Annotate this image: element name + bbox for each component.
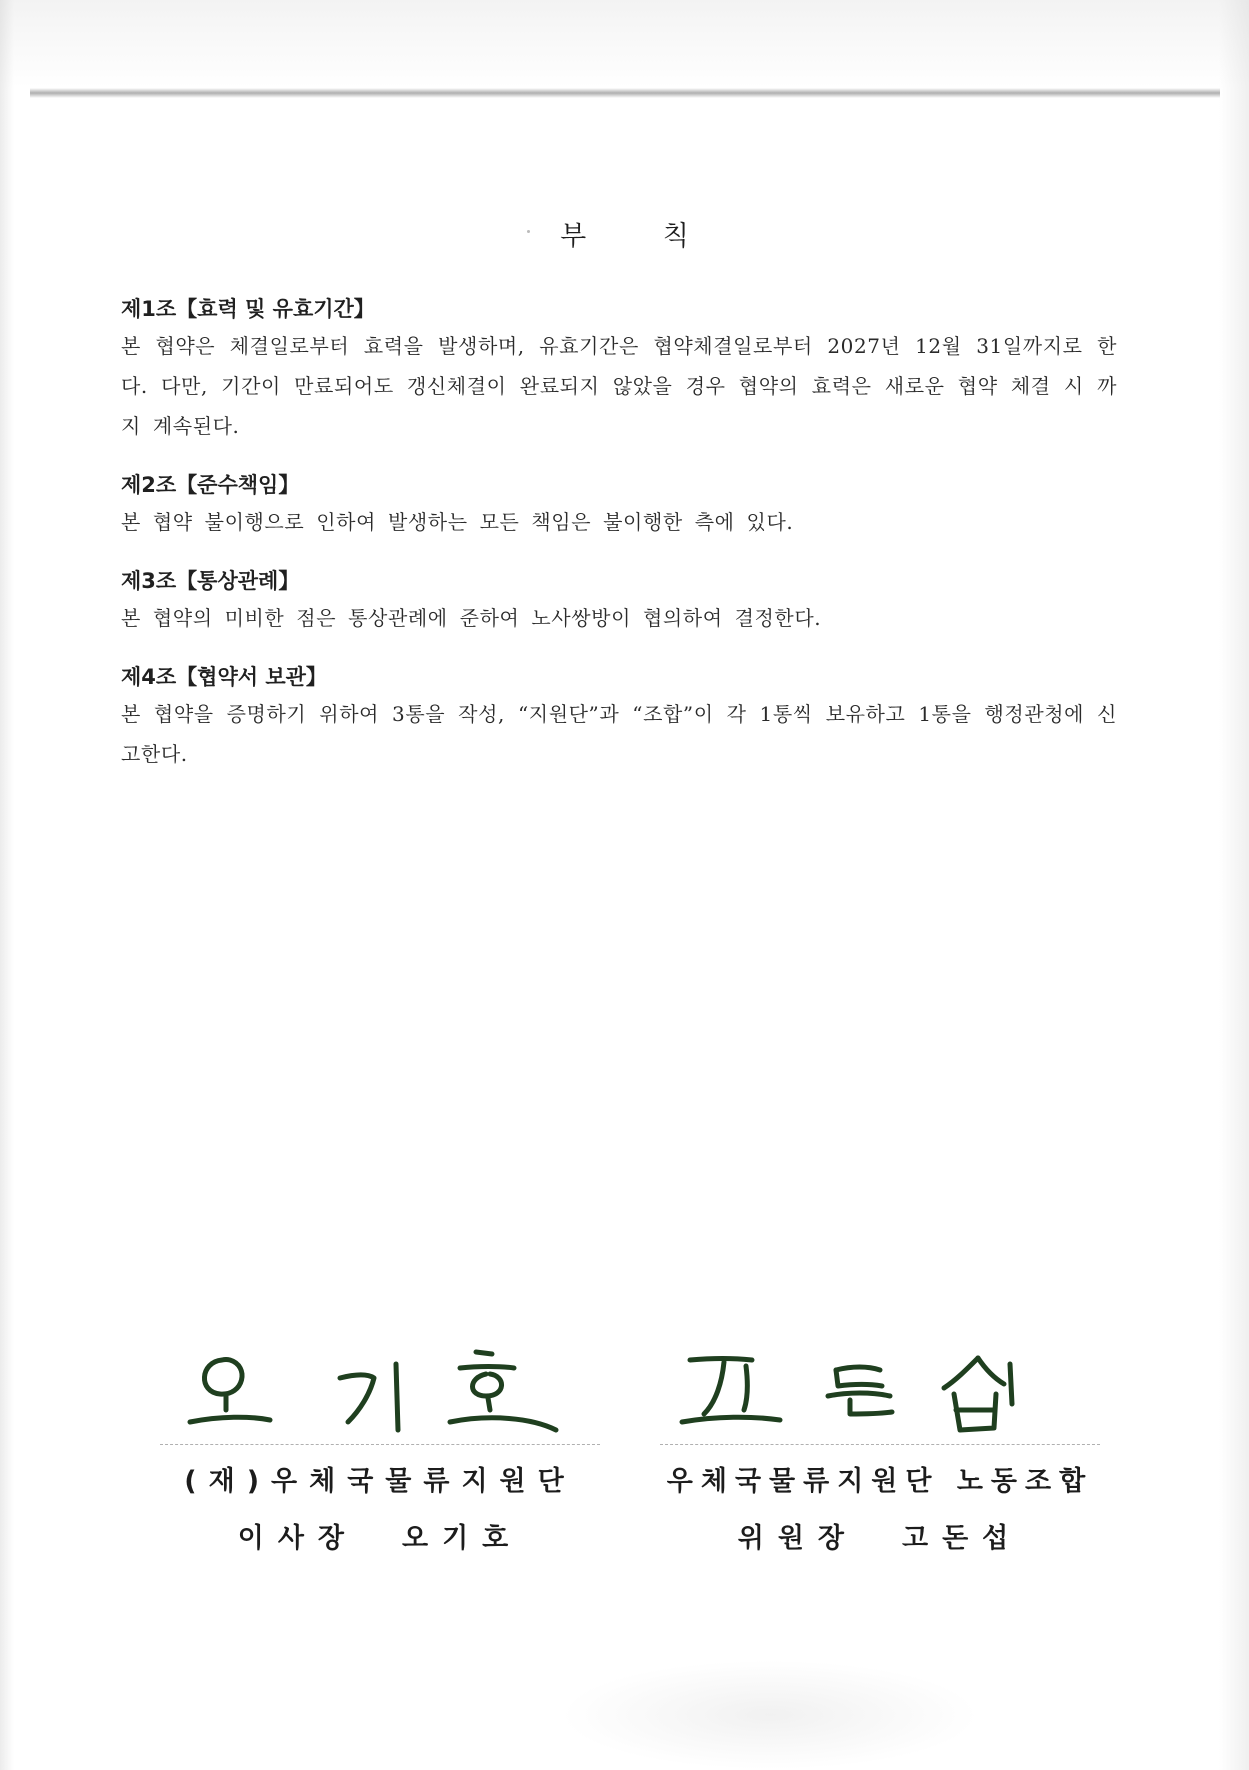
signatory-organization: (재)우체국물류지원단 (184, 1466, 576, 1497)
signatory-name: 고돈섭 (902, 1523, 1023, 1554)
handwritten-signature-left (160, 1330, 600, 1440)
signatory-title: 위원장 (737, 1523, 858, 1554)
signature-right (660, 1330, 1100, 1440)
document-title: 부 칙 (560, 221, 723, 252)
signatory-title-name (160, 1516, 600, 1555)
article-heading: 제2조【준수책임】 (121, 473, 300, 497)
article-heading: 제4조【협약서 보관】 (121, 665, 327, 689)
article-heading: 제1조【효력 및 유효기간】 (121, 297, 375, 321)
articles-list (121, 292, 1117, 796)
signatory-name: 오기호 (402, 1523, 523, 1554)
signatory-right (660, 1330, 1100, 1555)
article-body: 본 협약을 증명하기 위하여 3통을 작성, “지원단”과 “조합”이 각 1통씩 보유하고 1통을 행정관청에 신고한다. (121, 702, 1117, 766)
article-body: 본 협약의 미비한 점은 통상관례에 준하여 노사쌍방이 협의하여 결정한다. (121, 606, 822, 630)
scan-top-band (30, 88, 1220, 98)
article-1 (121, 292, 1117, 446)
scan-smudge (560, 1660, 980, 1770)
signatory-title: 이사장 (237, 1523, 358, 1554)
scan-left-edge (0, 0, 14, 1770)
article-2 (121, 468, 1117, 542)
signatory-left (160, 1330, 600, 1555)
article-3 (121, 564, 1117, 638)
article-body: 본 협약은 체결일로부터 효력을 발생하며, 유효기간은 협약체결일로부터 2027년 12월 31일까지로 한다. 다만, 기간이 만료되어도 갱신체결이 완료되지 않았을 경우 협약의 효력은 새로운 협약 체결 시 까지 계속된다. (121, 334, 1117, 438)
signature-line (660, 1444, 1100, 1445)
scan-right-edge (1219, 0, 1249, 1770)
article-body: 본 협약 불이행으로 인하여 발생하는 모든 책임은 불이행한 측에 있다. (121, 510, 794, 534)
signatory-title-name (660, 1516, 1100, 1555)
signatory-organization: 우체국물류지원단 노동조합 (666, 1466, 1094, 1497)
article-heading: 제3조【통상관례】 (121, 569, 300, 593)
handwritten-signature-right (660, 1330, 1100, 1440)
signature-line (160, 1444, 600, 1445)
signature-left (160, 1330, 600, 1440)
scan-top-shade (0, 0, 1249, 88)
article-4 (121, 660, 1117, 774)
